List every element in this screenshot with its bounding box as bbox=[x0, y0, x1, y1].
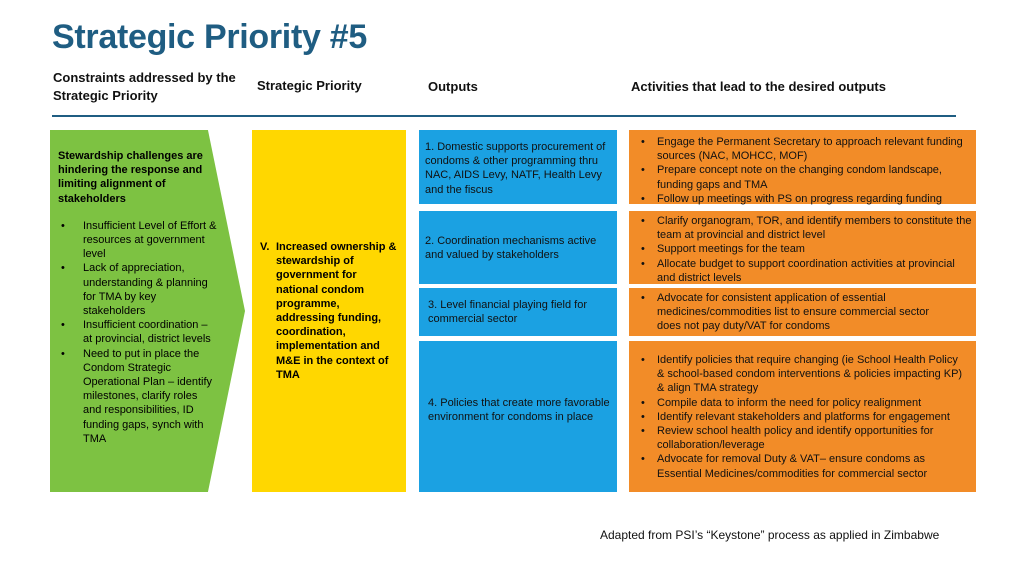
activity-item: • Support meetings for the team bbox=[633, 242, 973, 256]
activity-item: • Follow up meetings with PS on progress regarding funding bbox=[633, 192, 973, 206]
activities-box-2 bbox=[629, 211, 976, 284]
activities-list bbox=[633, 291, 953, 334]
output-text: 2. Coordination mechanisms active and valued by stakeholders bbox=[425, 235, 597, 262]
activity-item: • Compile data to inform the need for policy realignment bbox=[633, 396, 963, 410]
activity-item: • Review school health policy and identify opportunities for collaboration/leverage bbox=[633, 424, 963, 452]
header-constraints: Constraints addressed by the Strategic Priority bbox=[53, 70, 236, 103]
constraint-item: • Lack of appreciation, understanding & planning for TMA by key stakeholders bbox=[58, 261, 218, 318]
activities-box-3 bbox=[629, 288, 976, 336]
activities-list bbox=[633, 353, 963, 481]
output-text: 4. Policies that create more favorable environment for condoms in place bbox=[428, 397, 610, 424]
priority-number: V. bbox=[260, 241, 270, 253]
activities-list bbox=[633, 214, 973, 285]
activity-item: • Engage the Permanent Secretary to approach relevant funding sources (NAC, MOHCC, MOF) bbox=[633, 135, 973, 163]
output-box-3 bbox=[419, 288, 617, 336]
activities-box-1 bbox=[629, 130, 976, 204]
output-text: 3. Level financial playing field for commercial sector bbox=[428, 299, 587, 326]
priority-panel bbox=[260, 240, 400, 382]
output-text: 1. Domestic supports procurement of condoms & other programming thru NAC, AIDS Levy, NATF, Health Levy and the fiscus bbox=[425, 141, 606, 196]
page-title: Strategic Priority #5 bbox=[52, 18, 367, 56]
source-note: Adapted from PSI’s “Keystone” process as applied in Zimbabwe bbox=[600, 528, 940, 542]
header-activities: Activities that lead to the desired outputs bbox=[631, 79, 886, 94]
activity-item: • Advocate for removal Duty & VAT– ensure condoms as Essential Medicines/commodities for commercial sector bbox=[633, 452, 963, 480]
activity-item: • Clarify organogram, TOR, and identify members to constitute the team at provincial and district level bbox=[633, 214, 973, 242]
constraint-item: • Insufficient coordination – at provincial, district levels bbox=[58, 318, 218, 346]
output-box-4 bbox=[419, 341, 617, 492]
activities-list bbox=[633, 135, 973, 206]
constraints-heading: Stewardship challenges are hindering the response and limiting alignment of stakeholders bbox=[58, 150, 203, 205]
constraints-list bbox=[58, 219, 218, 446]
header-strategic-priority: Strategic Priority bbox=[257, 78, 362, 93]
activity-item: • Advocate for consistent application of essential medicines/commodities list to ensure commercial sector does not pay duty/VAT for condoms bbox=[633, 291, 953, 334]
priority-text: Increased ownership & stewardship of government for national condom programme, addressing funding, coordination, implementation and M&E in the context of TMA bbox=[276, 241, 397, 381]
output-box-2 bbox=[419, 211, 617, 284]
activity-item: • Identify relevant stakeholders and platforms for engagement bbox=[633, 410, 963, 424]
activity-item: • Prepare concept note on the changing condom landscape, funding gaps and TMA bbox=[633, 163, 973, 191]
constraints-panel bbox=[58, 149, 218, 446]
constraint-item: • Insufficient Level of Effort & resources at government level bbox=[58, 219, 218, 262]
header-divider bbox=[52, 115, 956, 117]
header-outputs: Outputs bbox=[428, 79, 478, 94]
activities-box-4 bbox=[629, 341, 976, 492]
activity-item: • Identify policies that require changing (ie School Health Policy & school-based condom interventions & policies impacting KP) & align TMA strategy bbox=[633, 353, 963, 396]
constraint-item: • Need to put in place the Condom Strategic Operational Plan – identify milestones, clarify roles and responsibilities, ID funding gaps, synch with TMA bbox=[58, 347, 218, 446]
output-box-1 bbox=[419, 130, 617, 204]
activity-item: • Allocate budget to support coordination activities at provincial and district levels bbox=[633, 257, 973, 285]
